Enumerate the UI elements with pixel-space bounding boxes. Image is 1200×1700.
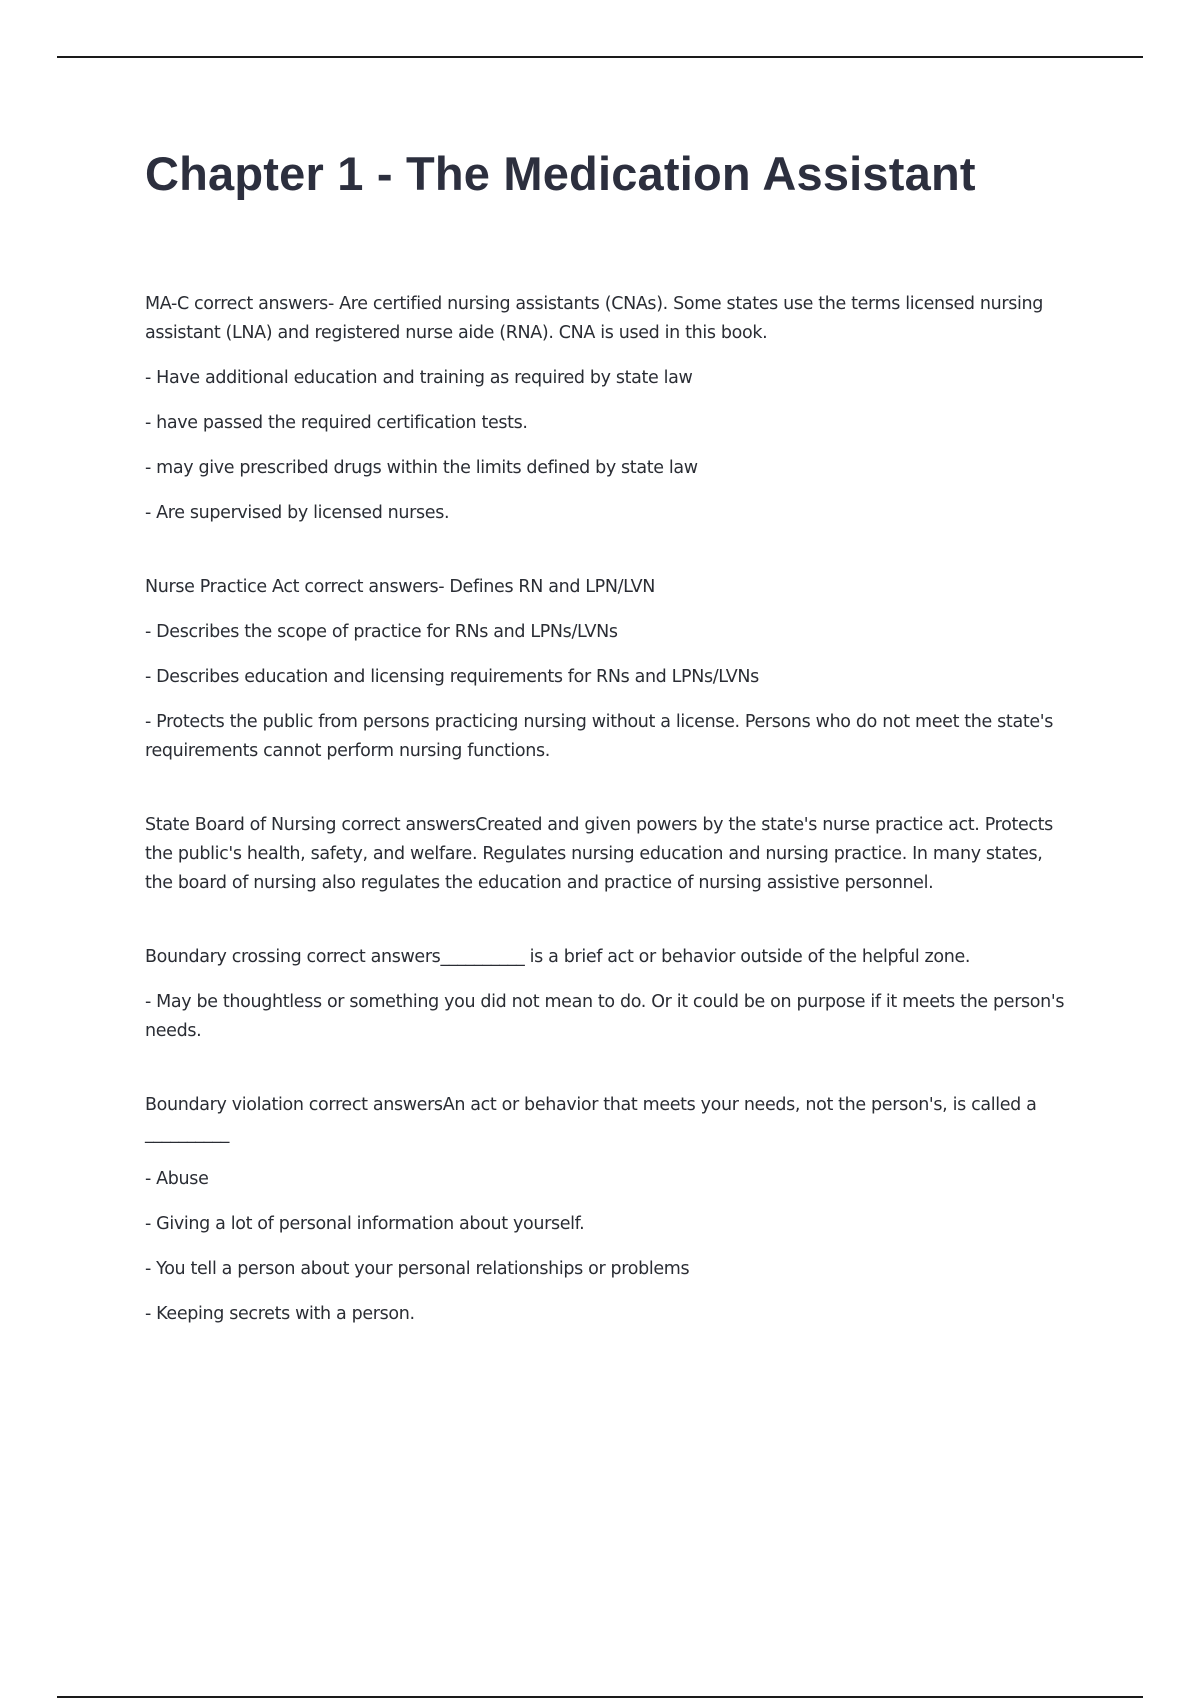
entry-ma-c [145, 290, 1075, 528]
entry-bullet: - have passed the required certification tests. [145, 413, 528, 433]
entry-bullet: - Have additional education and training as required by state law [145, 368, 693, 388]
bottom-rule [57, 1696, 1143, 1698]
entry-bullet: - may give prescribed drugs within the limits defined by state law [145, 458, 698, 478]
entry-bullet: - Giving a lot of personal information about yourself. [145, 1214, 585, 1234]
entry-definition: Boundary violation correct answersAn act or behavior that meets your needs, not the person's, is called a __________ [145, 1095, 1037, 1144]
entry-definition: Boundary crossing correct answers__________ is a brief act or behavior outside of the helpful zone. [145, 947, 971, 967]
entry-bullet: - Keeping secrets with a person. [145, 1304, 415, 1324]
entry-definition: Nurse Practice Act correct answers- Defines RN and LPN/LVN [145, 577, 656, 597]
entry-bullet: - Describes the scope of practice for RNs and LPNs/LVNs [145, 622, 618, 642]
top-rule [57, 56, 1143, 58]
entry-bullet: - You tell a person about your personal relationships or problems [145, 1259, 690, 1279]
entry-nurse-practice-act [145, 573, 1075, 766]
entry-definition: MA-C correct answers- Are certified nursing assistants (CNAs). Some states use the terms licensed nursing assistant (LNA) and registered nurse aide (RNA). CNA is used in this book. [145, 294, 1043, 343]
entry-definition: State Board of Nursing correct answersCreated and given powers by the state's nurse practice act. Protects the public's health, safety, and welfare. Regulates nursing education and nursing practice. In many states, the board of nursing also regulates the education and practice of nursing assistive personnel. [145, 815, 1053, 893]
entry-bullet: - Are supervised by licensed nurses. [145, 503, 450, 523]
entry-bullet: - Describes education and licensing requirements for RNs and LPNs/LVNs [145, 667, 759, 687]
entries-list [145, 290, 1075, 1329]
entry-bullet: - Protects the public from persons practicing nursing without a license. Persons who do not meet the state's requirements cannot perform nursing functions. [145, 712, 1053, 761]
page-title: Chapter 1 - The Medication Assistant [145, 147, 976, 200]
entry-boundary-violation [145, 1091, 1075, 1329]
document-body [145, 140, 1075, 1374]
entry-state-board-of-nursing [145, 811, 1075, 898]
entry-bullet: - Abuse [145, 1169, 209, 1189]
entry-boundary-crossing [145, 943, 1075, 1046]
entry-bullet: - May be thoughtless or something you did not mean to do. Or it could be on purpose if it meets the person's needs. [145, 992, 1065, 1041]
